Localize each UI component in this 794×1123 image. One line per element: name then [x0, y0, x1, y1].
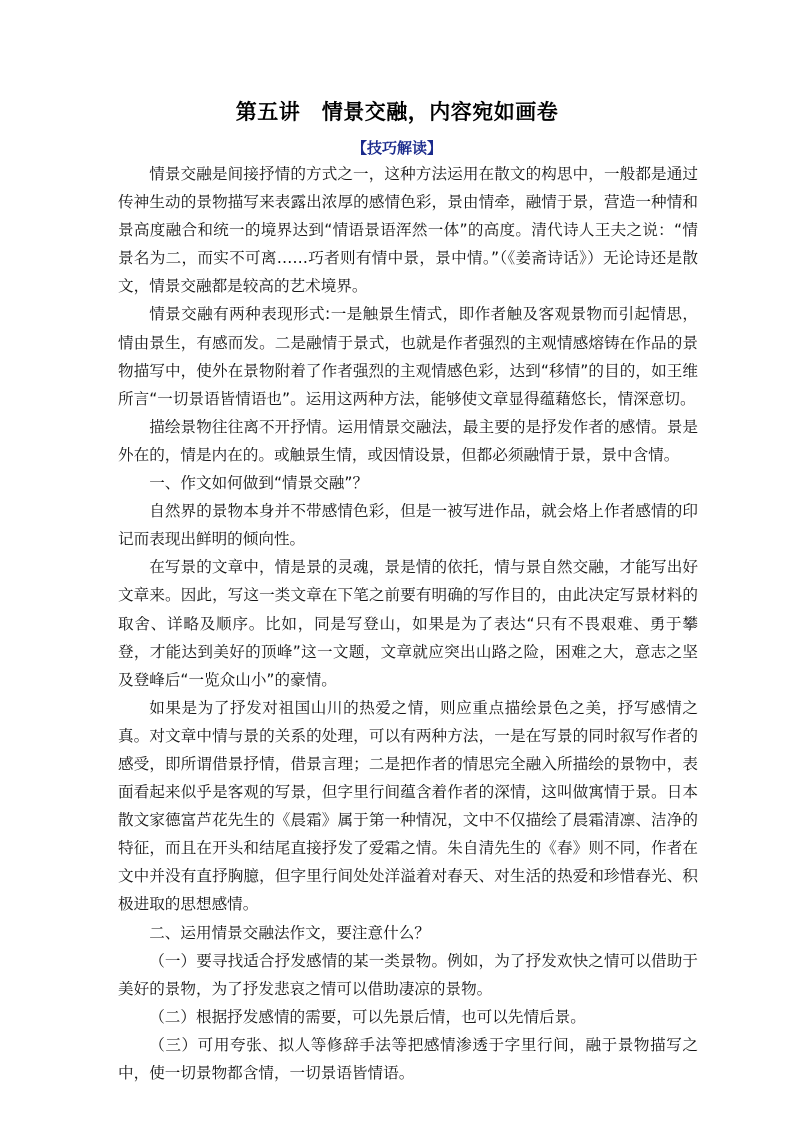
- list-item: （二）根据抒发感情的需要，可以先景后情，也可以先情后景。: [149, 1007, 586, 1026]
- subheading: 二、运用情景交融法作文，要注意什么？: [149, 923, 430, 942]
- paragraph: 如果是为了抒发对祖国山川的热爱之情，则应重点描绘景色之美，抒写感情之真。对文章中情与景的关系的处理，可以有两种方法，一是在写景的同时叙写作者的感受，即所谓借景抒情，借景言理；二是把作者的情思完全融入所描绘的景物中，表面看起来似乎是客观的写景，但字里行间蕴含着作者的深情，这叫做寓情于景。日本散文家德富芦花先生的《晨霜》属于第一种情况，文中不仅描绘了晨霜清凛、洁净的特征，而且在开头和结尾直接抒发了爱霜之情。朱自清先生的《春》则不同，作者在文中并没有直抒胸臆，但字里行间处处洋溢着对春天、对生活的热爱和珍惜春光、积极进取的思想感情。: [118, 698, 698, 914]
- list-item: （一）要寻找适合抒发感情的某一类景物。例如，为了抒发欢快之情可以借助于美好的景物，为了抒发悲哀之情可以借助凄凉的景物。: [118, 951, 698, 998]
- paragraph: 在写景的文章中，情是景的灵魂，景是情的依托，情与景自然交融，才能写出好文章来。因此，写这一类文章在下笔之前要有明确的写作目的，由此决定写景材料的取舍、详略及顺序。比如，同是写登山，如果是为了表达“只有不畏艰难、勇于攀登，才能达到美好的顶峰”这一文题，文章就应突出山路之险，困难之大，意志之坚及登峰后“一览众山小”的豪情。: [118, 558, 698, 689]
- subheading: 一、作文如何做到“情景交融”？: [149, 474, 369, 493]
- document-body: [118, 160, 698, 1087]
- page-title: 第五讲 情景交融，内容宛如画卷: [235, 99, 559, 124]
- paragraph: 情景交融是间接抒情的方式之一，这种方法运用在散文的构思中，一般都是通过传神生动的景物描写来表露出浓厚的感情色彩，景由情牵，融情于景，营造一种情和景高度融合和统一的境界达到“情语景语浑然一体”的高度。清代诗人王夫之说：“情景名为二，而实不可离……巧者则有情中景，景中情。”（《姜斋诗话》）无论诗还是散文，情景交融都是较高的艺术境界。: [118, 165, 698, 296]
- paragraph: 自然界的景物本身并不带感情色彩，但是一被写进作品，就会烙上作者感情的印记而表现出鲜明的倾向性。: [118, 502, 698, 549]
- paragraph: 描绘景物往往离不开抒情。运用情景交融法，最主要的是抒发作者的感情。景是外在的，情是内在的。或触景生情，或因情设景，但都必须融情于景，景中含情。: [118, 417, 698, 464]
- list-item: （三）可用夸张、拟人等修辞手法等把感情渗透于字里行间，融于景物描写之中，使一切景物都含情，一切景语皆情语。: [118, 1035, 698, 1082]
- section-heading: 【技巧解读】: [351, 139, 442, 157]
- paragraph: 情景交融有两种表现形式:一是触景生情式，即作者触及客观景物而引起情思，情由景生，有感而发。二是融情于景式，也就是作者强烈的主观情感熔铸在作品的景物描写中，使外在景物附着了作者强烈的主观情感色彩，达到“移情”的目的，如王维所言“一切景语皆情语也”。运用这两种方法，能够使文章显得蕴藉悠长，情深意切。: [118, 305, 698, 408]
